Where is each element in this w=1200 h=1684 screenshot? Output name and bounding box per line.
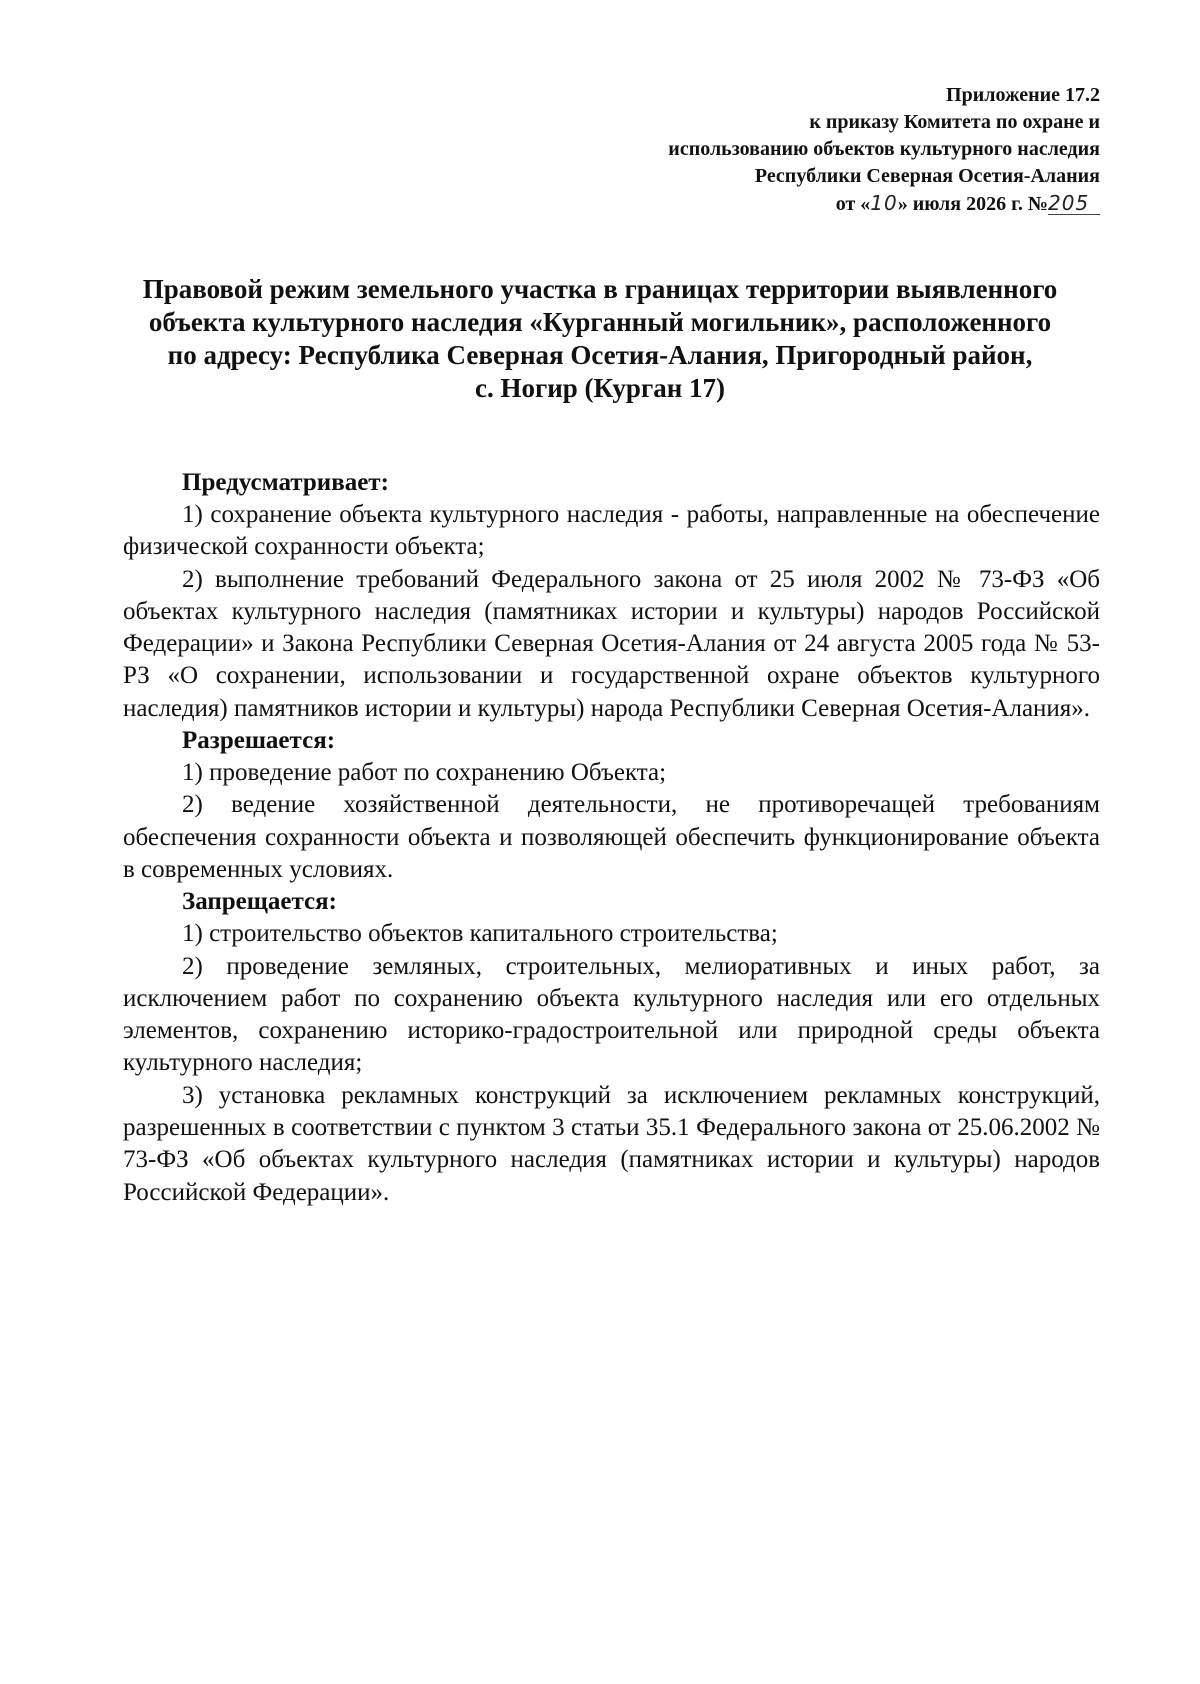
date-middle: » июля 2026 г. № (897, 193, 1048, 215)
forbidden-heading: Запрещается: (182, 888, 338, 916)
provides-item-1: 1) сохранение объекта культурного наследия - работы, направленные на обеспечение физической сохранности объекта; (123, 501, 1100, 561)
provides-item-2: 2) выполнение требований Федерального закона от 25 июля 2002 № 73-ФЗ «Об объектах культурного наследия (памятниках истории и культуры) народов Российской Федерации» и Закона Республики Северная Осетия-Алания от 24 августа 2005 года № 53-РЗ «О сохранении, использовании и государственной охране объектов культурного наследия) памятников истории и культуры) народа Республики Северная Осетия-Алания». (123, 565, 1100, 722)
appendix-label: Приложение 17.2 (946, 84, 1100, 106)
document-header (340, 82, 1100, 218)
forbidden-item-2: 2) проведение земляных, строительных, мелиоративных и иных работ, за исключением работ по сохранению объекта культурного наследия или его отдельных элементов, сохранению историко-градостроительной или природной среды объекта культурного наследия; (123, 952, 1100, 1077)
date-day-handwritten: 10 (870, 191, 898, 215)
allowed-item-2: 2) ведение хозяйственной деятельности, не противоречащей требованиям обеспечения сохранности объекта и позволяющей обеспечить функционирование объекта в современных условиях. (123, 791, 1100, 883)
date-prefix: от « (835, 193, 871, 215)
forbidden-item-3: 3) установка рекламных конструкций за исключением рекламных конструкций, разрешенных в соответствии с пунктом 3 статьи 35.1 Федерального закона от 25.06.2002 № 73-ФЗ «Об объектах культурного наследия (памятниках истории и культуры) народов Российской Федерации». (123, 1081, 1100, 1206)
title-line-1: Правовой режим земельного участка в границах территории выявленного (142, 274, 1058, 304)
document-title (120, 273, 1080, 405)
order-reference-line: к приказу Комитета по охране и (809, 111, 1100, 133)
allowed-item-1: 1) проведение работ по сохранению Объекта; (182, 759, 667, 787)
order-number-handwritten: 205 (1048, 192, 1100, 215)
title-line-4: с. Ногир (Курган 17) (474, 373, 726, 403)
committee-line: использованию объектов культурного наследия (668, 138, 1100, 160)
forbidden-item-1: 1) строительство объектов капитального строительства; (182, 920, 778, 948)
title-line-3: по адресу: Республика Северная Осетия-Алания, Пригородный район, (167, 340, 1033, 370)
allowed-heading: Разрешается: (182, 727, 336, 755)
republic-line: Республики Северная Осетия-Алания (754, 165, 1100, 187)
title-line-2: объекта культурного наследия «Курганный могильник», расположенного (148, 307, 1052, 337)
document-body (123, 467, 1100, 1209)
provides-heading: Предусматривает: (182, 469, 389, 496)
order-date-line (340, 190, 1100, 218)
